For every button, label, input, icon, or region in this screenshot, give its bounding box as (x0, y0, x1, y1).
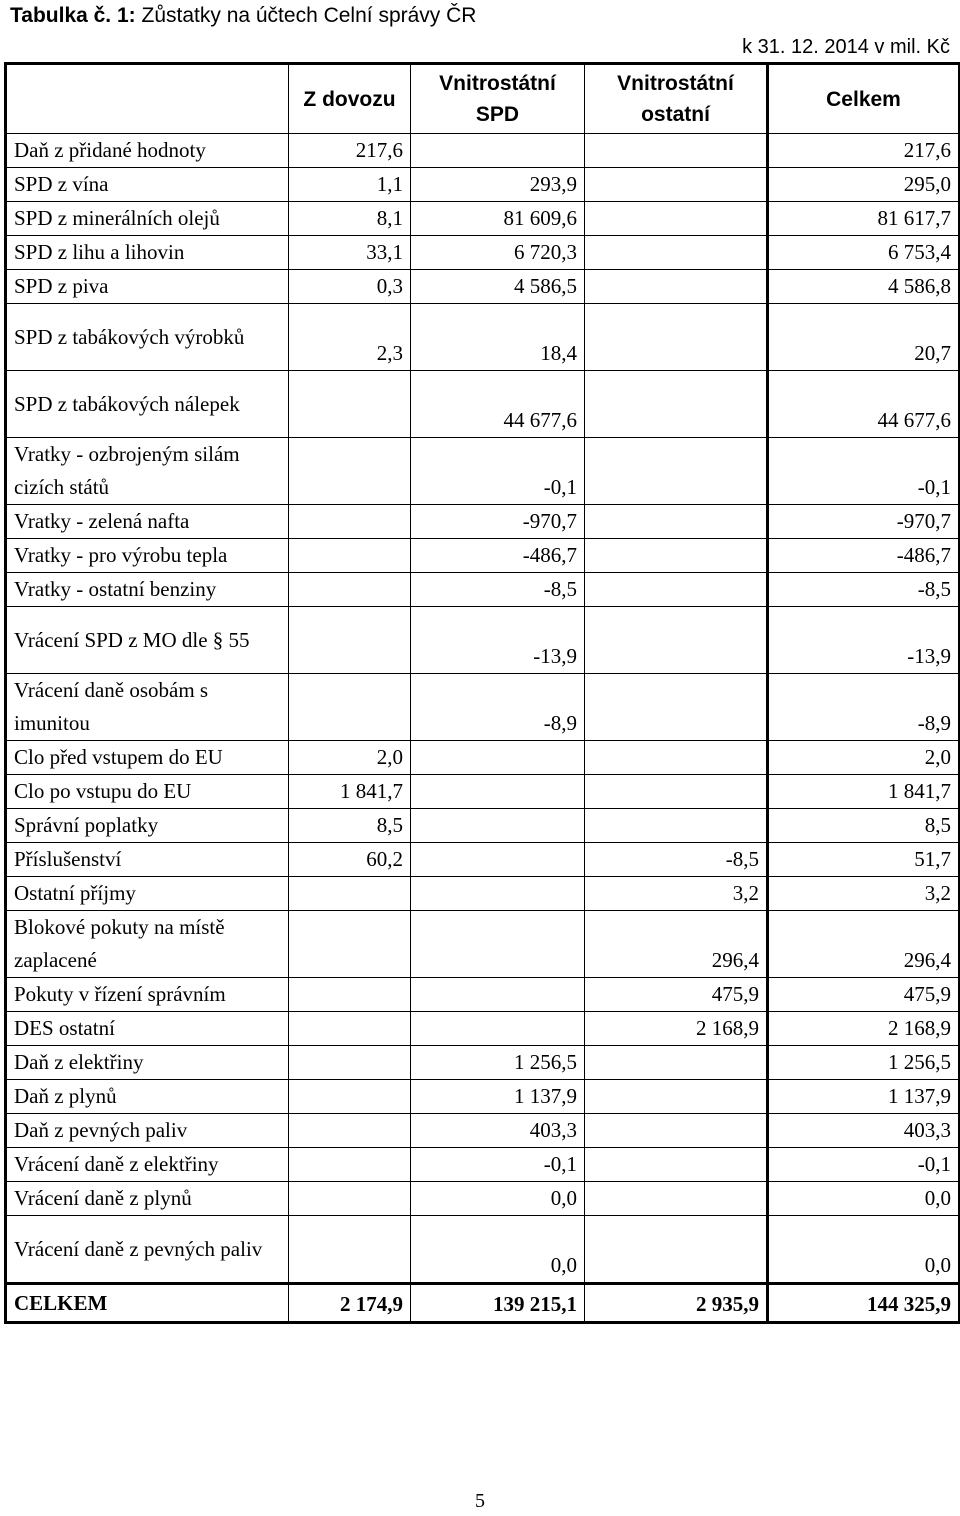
cell-vnitrostatni-spd: -8,9 (411, 674, 585, 741)
cell-vnitrostatni-ostatni (585, 1114, 768, 1148)
row-label: Ostatní příjmy (6, 877, 289, 911)
cell-vnitrostatni-spd: 1 137,9 (411, 1080, 585, 1114)
cell-celkem: 0,0 (768, 1182, 960, 1216)
cell-vnitrostatni-spd: 6 720,3 (411, 236, 585, 270)
cell-z-dovozu: 33,1 (289, 236, 411, 270)
row-label: Správní poplatky (6, 809, 289, 843)
cell-vnitrostatni-ostatni (585, 1046, 768, 1080)
cell-celkem: 3,2 (768, 877, 960, 911)
header-celkem: Celkem (768, 64, 960, 134)
cell-celkem: 6 753,4 (768, 236, 960, 270)
cell-vnitrostatni-spd: -0,1 (411, 1148, 585, 1182)
row-label: Příslušenství (6, 843, 289, 877)
cell-celkem: 1 256,5 (768, 1046, 960, 1080)
row-label: DES ostatní (6, 1012, 289, 1046)
table-row (6, 1216, 960, 1284)
cell-vnitrostatni-ostatni (585, 741, 768, 775)
table-title (10, 4, 476, 28)
cell-z-dovozu: 2,3 (289, 304, 411, 371)
cell-vnitrostatni-ostatni: 296,4 (585, 911, 768, 978)
header-row (6, 64, 960, 134)
cell-vnitrostatni-spd: 4 586,5 (411, 270, 585, 304)
row-label: Vratky - pro výrobu tepla (6, 539, 289, 573)
cell-z-dovozu (289, 1012, 411, 1046)
cell-vnitrostatni-spd: 0,0 (411, 1216, 585, 1284)
total-label: CELKEM (6, 1284, 289, 1323)
cell-z-dovozu (289, 911, 411, 978)
header-empty (6, 64, 289, 134)
cell-celkem: 2,0 (768, 741, 960, 775)
row-label: Vrácení daně osobám s imunitou (6, 674, 289, 741)
row-label: Vrácení daně z pevných paliv (6, 1216, 289, 1284)
row-label: SPD z vína (6, 168, 289, 202)
cell-celkem: 475,9 (768, 978, 960, 1012)
cell-vnitrostatni-ostatni (585, 674, 768, 741)
table-row (6, 371, 960, 438)
cell-vnitrostatni-ostatni (585, 134, 768, 168)
cell-z-dovozu: 8,1 (289, 202, 411, 236)
row-label: Vratky - ozbrojeným silám cizích států (6, 438, 289, 505)
cell-celkem: 44 677,6 (768, 371, 960, 438)
total-row (6, 1284, 960, 1323)
cell-vnitrostatni-spd: -0,1 (411, 438, 585, 505)
row-label: Vratky - ostatní benziny (6, 573, 289, 607)
cell-z-dovozu: 0,3 (289, 270, 411, 304)
cell-celkem: -13,9 (768, 607, 960, 674)
cell-z-dovozu: 8,5 (289, 809, 411, 843)
table-row (6, 775, 960, 809)
table-row (6, 573, 960, 607)
row-label: Clo před vstupem do EU (6, 741, 289, 775)
cell-vnitrostatni-spd: 81 609,6 (411, 202, 585, 236)
table-row (6, 1012, 960, 1046)
cell-vnitrostatni-ostatni (585, 607, 768, 674)
cell-vnitrostatni-spd: 18,4 (411, 304, 585, 371)
table-row (6, 607, 960, 674)
cell-vnitrostatni-spd (411, 843, 585, 877)
cell-vnitrostatni-spd (411, 809, 585, 843)
cell-z-dovozu (289, 607, 411, 674)
table-row (6, 236, 960, 270)
cell-vnitrostatni-spd: -486,7 (411, 539, 585, 573)
table-row (6, 438, 960, 505)
cell-celkem: -0,1 (768, 1148, 960, 1182)
cell-z-dovozu (289, 877, 411, 911)
cell-vnitrostatni-ostatni: 475,9 (585, 978, 768, 1012)
cell-z-dovozu (289, 1148, 411, 1182)
table-row (6, 168, 960, 202)
cell-z-dovozu (289, 573, 411, 607)
cell-z-dovozu: 60,2 (289, 843, 411, 877)
cell-vnitrostatni-spd (411, 911, 585, 978)
page-number: 5 (475, 1490, 485, 1512)
table-row (6, 202, 960, 236)
cell-vnitrostatni-spd: 44 677,6 (411, 371, 585, 438)
cell-z-dovozu (289, 371, 411, 438)
cell-vnitrostatni-ostatni (585, 438, 768, 505)
cell-celkem: 0,0 (768, 1216, 960, 1284)
cell-vnitrostatni-spd: -970,7 (411, 505, 585, 539)
row-label: Daň z pevných paliv (6, 1114, 289, 1148)
row-label: Pokuty v řízení správním (6, 978, 289, 1012)
cell-vnitrostatni-ostatni (585, 270, 768, 304)
row-label: Vrácení SPD z MO dle § 55 (6, 607, 289, 674)
cell-celkem: -8,9 (768, 674, 960, 741)
cell-vnitrostatni-spd (411, 1012, 585, 1046)
row-label: Daň z elektřiny (6, 1046, 289, 1080)
cell-z-dovozu: 2,0 (289, 741, 411, 775)
table-row (6, 1080, 960, 1114)
cell-vnitrostatni-spd: -13,9 (411, 607, 585, 674)
cell-celkem: 1 841,7 (768, 775, 960, 809)
cell-celkem: -970,7 (768, 505, 960, 539)
cell-vnitrostatni-ostatni (585, 236, 768, 270)
row-label: SPD z tabákových nálepek (6, 371, 289, 438)
table-row (6, 877, 960, 911)
cell-celkem: -486,7 (768, 539, 960, 573)
cell-z-dovozu: 217,6 (289, 134, 411, 168)
cell-celkem: -8,5 (768, 573, 960, 607)
cell-z-dovozu (289, 1182, 411, 1216)
table-row (6, 1148, 960, 1182)
cell-z-dovozu (289, 1046, 411, 1080)
table-row (6, 809, 960, 843)
cell-vnitrostatni-ostatni (585, 304, 768, 371)
table-title-text: Zůstatky na účtech Celní správy ČR (141, 4, 477, 27)
row-label: SPD z minerálních olejů (6, 202, 289, 236)
table-row (6, 1046, 960, 1080)
cell-vnitrostatni-spd: 293,9 (411, 168, 585, 202)
cell-z-dovozu: 1,1 (289, 168, 411, 202)
row-label: Daň z plynů (6, 1080, 289, 1114)
table-row (6, 539, 960, 573)
row-label: Vrácení daně z plynů (6, 1182, 289, 1216)
cell-vnitrostatni-spd (411, 741, 585, 775)
cell-vnitrostatni-ostatni (585, 1148, 768, 1182)
cell-celkem: 8,5 (768, 809, 960, 843)
row-label: Daň z přidané hodnoty (6, 134, 289, 168)
table-body (6, 134, 960, 1284)
cell-celkem: 1 137,9 (768, 1080, 960, 1114)
cell-celkem: -0,1 (768, 438, 960, 505)
table-row (6, 674, 960, 741)
row-label: SPD z tabákových výrobků (6, 304, 289, 371)
balances-table (4, 62, 960, 1324)
cell-z-dovozu (289, 1080, 411, 1114)
cell-vnitrostatni-ostatni (585, 371, 768, 438)
header-vnitrostatni-spd: Vnitrostátní SPD (411, 64, 585, 134)
table-row (6, 134, 960, 168)
header-z-dovozu: Z dovozu (289, 64, 411, 134)
header-vnitrostatni-ostatni: Vnitrostátní ostatní (585, 64, 768, 134)
cell-vnitrostatni-ostatni: 2 168,9 (585, 1012, 768, 1046)
cell-z-dovozu (289, 1216, 411, 1284)
cell-vnitrostatni-spd (411, 978, 585, 1012)
cell-celkem: 81 617,7 (768, 202, 960, 236)
date-unit-note: k 31. 12. 2014 v mil. Kč (742, 36, 950, 58)
cell-vnitrostatni-spd: -8,5 (411, 573, 585, 607)
table-row (6, 505, 960, 539)
cell-vnitrostatni-ostatni (585, 1182, 768, 1216)
table-row (6, 270, 960, 304)
row-label: SPD z piva (6, 270, 289, 304)
cell-vnitrostatni-ostatni (585, 809, 768, 843)
cell-z-dovozu (289, 505, 411, 539)
cell-vnitrostatni-spd: 0,0 (411, 1182, 585, 1216)
cell-vnitrostatni-ostatni (585, 202, 768, 236)
cell-vnitrostatni-ostatni (585, 1216, 768, 1284)
total-c1: 2 174,9 (289, 1284, 411, 1323)
table-row (6, 911, 960, 978)
total-c3: 2 935,9 (585, 1284, 768, 1323)
cell-celkem: 403,3 (768, 1114, 960, 1148)
cell-z-dovozu (289, 978, 411, 1012)
cell-vnitrostatni-spd (411, 775, 585, 809)
row-label: Vrácení daně z elektřiny (6, 1148, 289, 1182)
cell-vnitrostatni-ostatni (585, 505, 768, 539)
table-row (6, 843, 960, 877)
total-c4: 144 325,9 (768, 1284, 960, 1323)
cell-z-dovozu (289, 674, 411, 741)
cell-z-dovozu (289, 539, 411, 573)
cell-vnitrostatni-ostatni (585, 775, 768, 809)
cell-vnitrostatni-ostatni (585, 573, 768, 607)
table-row (6, 1182, 960, 1216)
table-title-prefix: Tabulka č. 1: (10, 4, 136, 27)
cell-vnitrostatni-spd: 1 256,5 (411, 1046, 585, 1080)
table-row (6, 741, 960, 775)
cell-vnitrostatni-spd: 403,3 (411, 1114, 585, 1148)
total-c2: 139 215,1 (411, 1284, 585, 1323)
cell-vnitrostatni-ostatni: 3,2 (585, 877, 768, 911)
cell-celkem: 217,6 (768, 134, 960, 168)
cell-z-dovozu (289, 438, 411, 505)
cell-celkem: 20,7 (768, 304, 960, 371)
table-row (6, 1114, 960, 1148)
row-label: Vratky - zelená nafta (6, 505, 289, 539)
cell-vnitrostatni-ostatni (585, 539, 768, 573)
cell-vnitrostatni-spd (411, 134, 585, 168)
cell-vnitrostatni-spd (411, 877, 585, 911)
cell-celkem: 51,7 (768, 843, 960, 877)
cell-z-dovozu (289, 1114, 411, 1148)
cell-vnitrostatni-ostatni (585, 168, 768, 202)
cell-celkem: 4 586,8 (768, 270, 960, 304)
row-label: Clo po vstupu do EU (6, 775, 289, 809)
cell-celkem: 295,0 (768, 168, 960, 202)
cell-celkem: 296,4 (768, 911, 960, 978)
row-label: SPD z lihu a lihovin (6, 236, 289, 270)
table-row (6, 304, 960, 371)
row-label: Blokové pokuty na místě zaplacené (6, 911, 289, 978)
table-row (6, 978, 960, 1012)
cell-z-dovozu: 1 841,7 (289, 775, 411, 809)
cell-vnitrostatni-ostatni: -8,5 (585, 843, 768, 877)
cell-celkem: 2 168,9 (768, 1012, 960, 1046)
cell-vnitrostatni-ostatni (585, 1080, 768, 1114)
